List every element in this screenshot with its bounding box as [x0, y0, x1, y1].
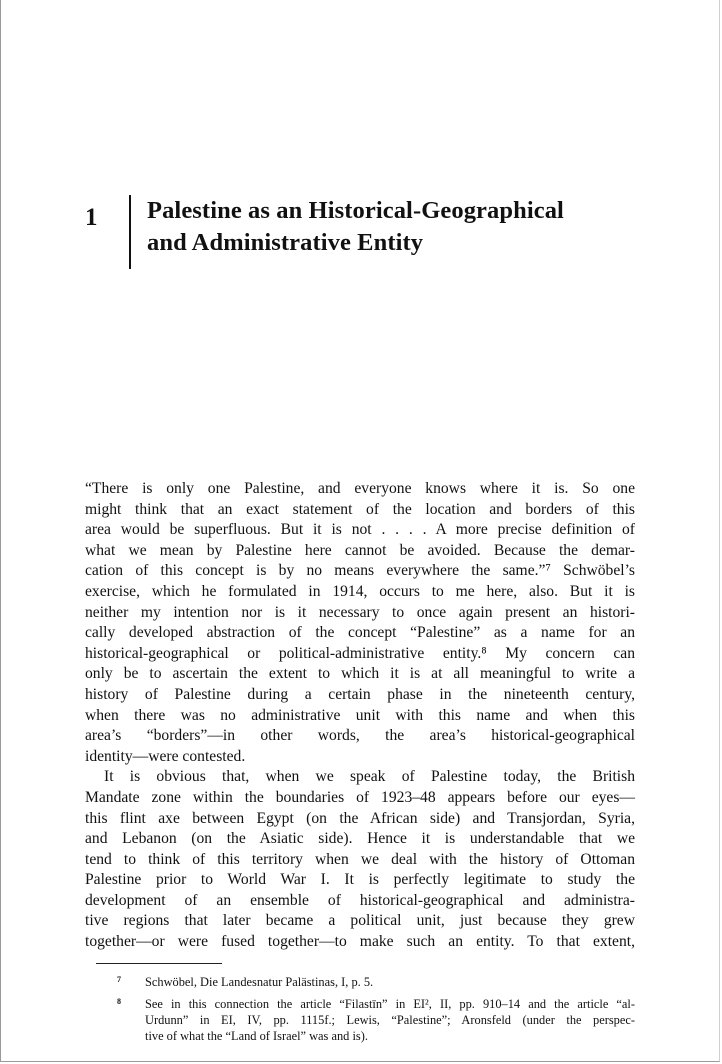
text-line: area would be superfluous. But it is not . . . . A more precise definition of: [85, 521, 635, 539]
footnote-line: tive of what the “Land of Israel” was and is).: [145, 1029, 368, 1043]
footnote: [85, 996, 635, 1044]
body-text: [85, 479, 635, 953]
chapter-number: 1: [85, 204, 98, 231]
text-line: cation of this concept is by no means everywhere the same.”⁷ Schwöbel’s: [85, 562, 635, 580]
text-line: and Lebanon (on the Asiatic side). Hence it is understandable that we: [85, 830, 635, 848]
chapter-heading: [85, 195, 665, 275]
chapter-title-line: and Administrative Entity: [147, 229, 424, 256]
text-line: It is obvious that, when we speak of Palestine today, the British: [104, 768, 635, 786]
chapter-title-line: Palestine as an Historical-Geographical: [147, 197, 564, 224]
text-line: tend to think of this territory when we deal with the history of Ottoman: [85, 850, 635, 868]
text-line: development of an ensemble of historical-geographical and administra-: [85, 891, 635, 909]
footnote-line: See in this connection the article “Filastīn” in EI², II, pp. 910–14 and the article “al-: [145, 997, 635, 1011]
text-line: this flint axe between Egypt (on the African side) and Transjordan, Syria,: [85, 809, 635, 827]
footnote-divider: [96, 963, 222, 964]
text-line: might think that an exact statement of the location and borders of this: [85, 500, 635, 518]
text-line: area’s “borders”—in other words, the area’s historical-geographical: [85, 727, 635, 745]
text-line: history of Palestine during a certain phase in the nineteenth century,: [85, 685, 635, 703]
text-line: when there was no administrative unit with this name and when this: [85, 706, 635, 724]
footnote-number: 7: [117, 975, 121, 984]
chapter-title: [147, 195, 564, 259]
text-line: only be to ascertain the extent to which it is at all meaningful to write a: [85, 665, 635, 683]
text-line: identity—were contested.: [85, 747, 246, 765]
text-line: Palestine prior to World War I. It is perfectly legitimate to study the: [85, 871, 635, 889]
text-line: neither my intention nor is it necessary to once again present an histori-: [85, 603, 635, 621]
footnote-line: Urdunn” in EI, IV, pp. 1115f.; Lewis, “Palestine”; Aronsfeld (under the perspec-: [145, 1013, 635, 1027]
text-line: tive regions that later became a political unit, just because they grew: [85, 912, 635, 930]
footnotes: [85, 974, 635, 1044]
text-line: “There is only one Palestine, and everyone knows where it is. So one: [85, 480, 635, 497]
footnote: [85, 974, 635, 990]
text-line: together—or were fused together—to make such an entity. To that extent,: [85, 933, 635, 951]
text-line: historical-geographical or political-administrative entity.⁸ My concern can: [85, 644, 635, 662]
text-line: cally developed abstraction of the concept “Palestine” as a name for an: [85, 624, 635, 642]
footnote-line: Schwöbel, Die Landesnatur Palästinas, I, p. 5.: [145, 975, 374, 989]
text-line: what we mean by Palestine here cannot be avoided. Because the demar-: [85, 541, 635, 559]
text-line: exercise, which he formulated in 1914, occurs to me here, also. But it is: [85, 582, 635, 600]
chapter-divider: [129, 195, 131, 269]
text-line: Mandate zone within the boundaries of 1923–48 appears before our eyes—: [85, 788, 635, 806]
footnote-number: 8: [117, 997, 121, 1006]
